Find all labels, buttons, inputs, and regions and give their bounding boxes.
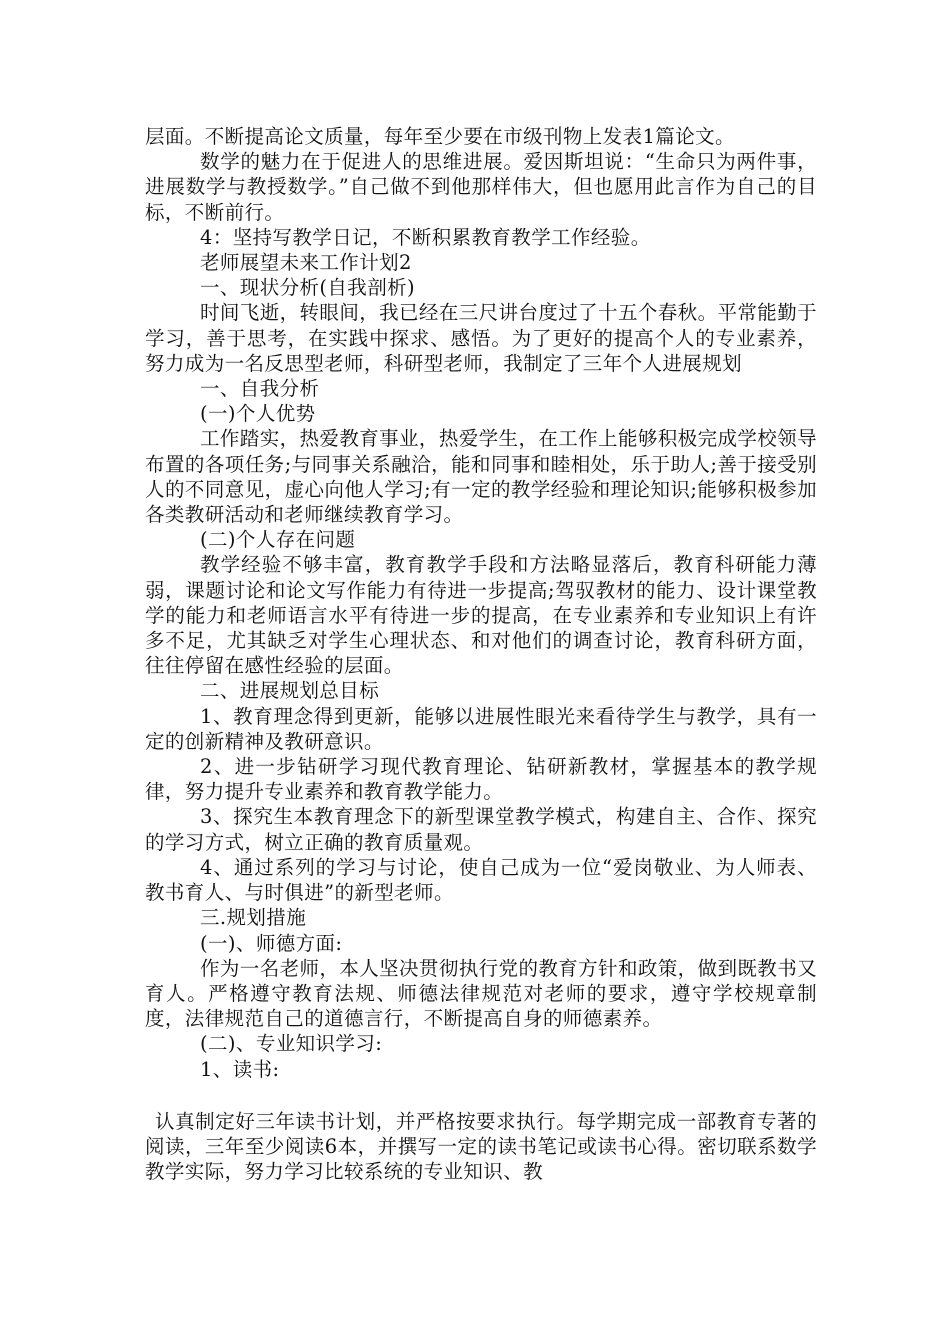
list-item: 3、探究生本教育理念下的新型课堂教学模式，构建自主、合作、探究的学习方式，树立正确的教育质量观。 (145, 805, 817, 854)
list-item: 2、进一步钻研学习现代教育理论、钻研新教材，掌握基本的教学规律，努力提升专业素养和教育教学能力。 (145, 755, 817, 804)
subheading: (一)个人优势 (200, 402, 316, 426)
paragraph: 时间飞逝，转眼间，我已经在三尺讲台度过了十五个春秋。平常能勤于学习，善于思考，在实践中探求、感悟。为了更好的提高个人的专业素养，努力成为一名反思型老师，科研型老师，我制定了三年个人进展规划 (145, 301, 817, 375)
heading: 一、现状分析(自我剖析) (200, 276, 416, 300)
section-title: 老师展望未来工作计划2 (200, 251, 412, 275)
subheading: (二)、专业知识学习: (200, 1032, 383, 1056)
subheading: (二)个人存在问题 (200, 528, 356, 552)
paragraph: 认真制定好三年读书计划，并严格按要求执行。每学期完成一部教育专著的阅读，三年至少阅读6本，并撰写一定的读书笔记或读书心得。密切联系数学教学实际，努力学习比较系统的专业知识、教 (145, 1109, 817, 1184)
heading: 一、自我分析 (200, 377, 320, 401)
subheading: 1、读书: (200, 1057, 280, 1081)
paragraph: 层面。不断提高论文质量，每年至少要在市级刊物上发表1篇论文。 (145, 125, 735, 148)
paragraph: 作为一名老师，本人坚决贯彻执行党的教育方针和政策，做到既教书又育人。严格遵守教育法规、师德法律规范对老师的要求，遵守学校规章制度，法律规范自己的道德言行，不断提高自身的师德素养。 (145, 956, 817, 1031)
document-page (145, 124, 817, 1184)
list-item: 1、教育理念得到更新，能够以进展性眼光来看待学生与教学，具有一定的创新精神及教研意识。 (145, 704, 817, 753)
paragraph-gap (145, 1082, 817, 1109)
paragraph: 教学经验不够丰富，教育教学手段和方法略显落后，教育科研能力薄弱，课题讨论和论文写作能力有待进一步提高;驾驭教材的能力、设计课堂教学的能力和老师语言水平有待进一步的提高，在专业素养和专业知识上有许多不足，尤其缺乏对学生心理状态、和对他们的调查讨论，教育科研方面，往往停留在感性经验的层面。 (145, 553, 817, 678)
paragraph: 4：坚持写教学日记，不断积累教育教学工作经验。 (200, 225, 651, 249)
heading: 三.规划措施 (200, 906, 307, 930)
paragraph: 工作踏实，热爱教育事业，热爱学生，在工作上能够积极完成学校领导布置的各项任务;与同事关系融洽，能和同事和睦相处，乐于助人;善于接受别人的不同意见，虚心向他人学习;有一定的教学经验和理论知识;能够积极参加各类教研活动和老师继续教育学习。 (145, 427, 817, 527)
paragraph: 数学的魅力在于促进人的思维进展。爱因斯坦说：“生命只为两件事，进展数学与教授数学。”自己做不到他那样伟大，但也愿用此言作为自己的目标，不断前行。 (145, 150, 817, 224)
heading: 二、进展规划总目标 (200, 679, 380, 703)
list-item: 4、通过系列的学习与讨论，使自己成为一位“爱岗敬业、为人师表、教书育人、与时俱进”的新型老师。 (145, 855, 817, 905)
subheading: (一)、师德方面: (200, 931, 343, 955)
